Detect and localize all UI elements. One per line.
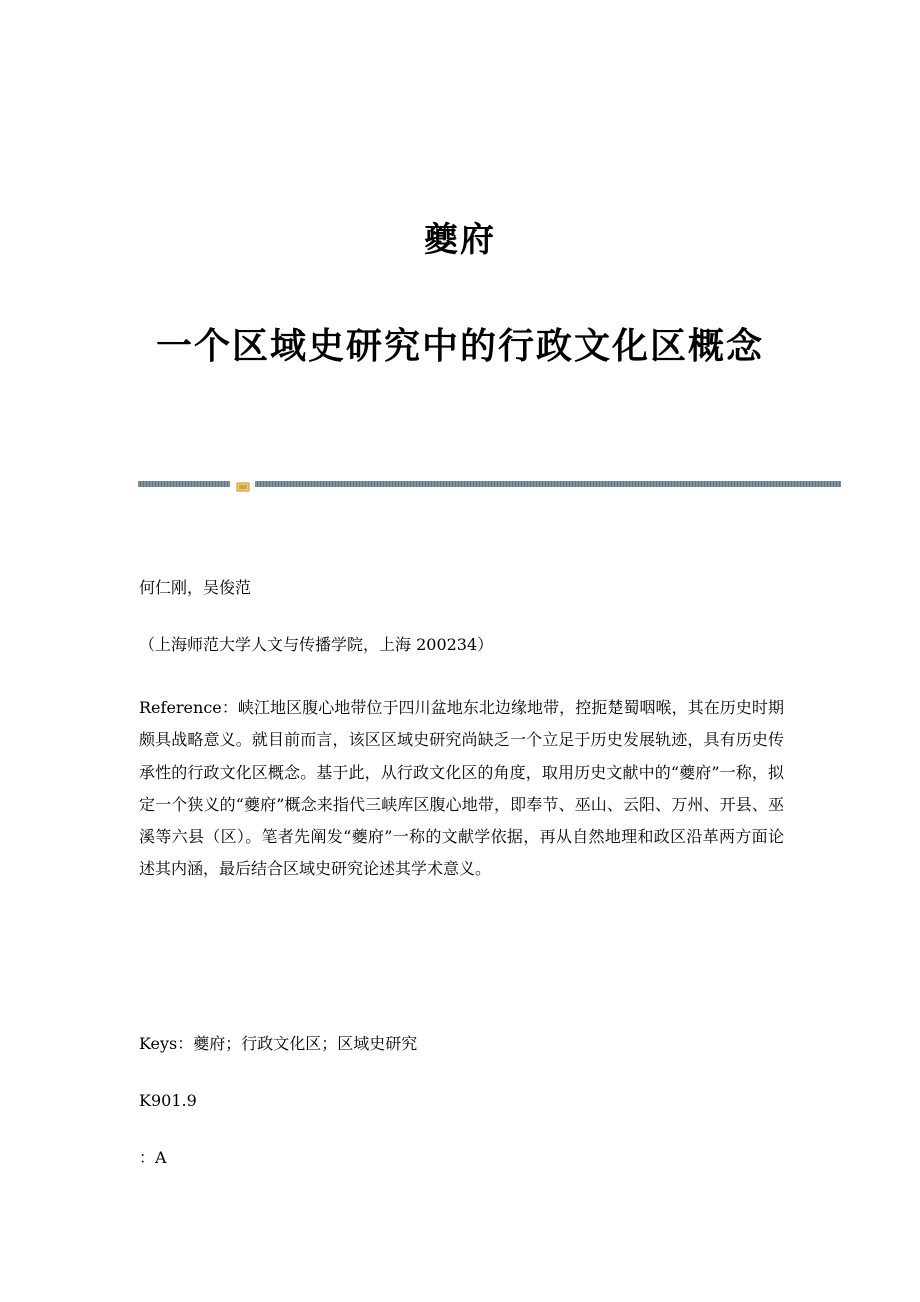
- section-divider: [138, 478, 841, 490]
- divider-ornament-icon: [236, 478, 250, 490]
- authors: 何仁刚，吴俊范: [139, 578, 252, 597]
- clc-number: K901.9: [139, 1091, 197, 1110]
- keywords-label: Keys：: [139, 1034, 194, 1053]
- abstract: [139, 692, 784, 886]
- keywords-text: 夔府；行政文化区；区域史研究: [193, 1034, 418, 1053]
- divider-bar-right: [255, 481, 841, 487]
- page-subtitle: 一个区域史研究中的行政文化区概念: [155, 325, 764, 367]
- document-code: ：A: [139, 1148, 167, 1167]
- abstract-label: Reference：: [139, 698, 238, 717]
- abstract-text: 峡江地区腹心地带位于四川盆地东北边缘地带，控扼楚蜀咽喉，其在历史时期颇具战略意义。就目前而言，该区区域史研究尚缺乏一个立足于历史发展轨迹，具有历史传承性的行政文化区概念。基于此，从行政文化区的角度，取用历史文献中的“夔府”一称，拟定一个狭义的“夔府”概念来指代三峡库区腹心地带，即奉节、巫山、云阳、万州、开县、巫溪等六县（区）。笔者先阐发“夔府”一称的文献学依据，再从自然地理和政区沿革两方面论述其内涵，最后结合区域史研究论述其学术意义。: [139, 698, 784, 879]
- page-title: 夔府: [424, 220, 496, 260]
- keywords: [139, 1036, 784, 1052]
- affiliation: （上海师范大学人文与传播学院，上海 200234）: [139, 635, 494, 654]
- divider-bar-left: [138, 481, 230, 487]
